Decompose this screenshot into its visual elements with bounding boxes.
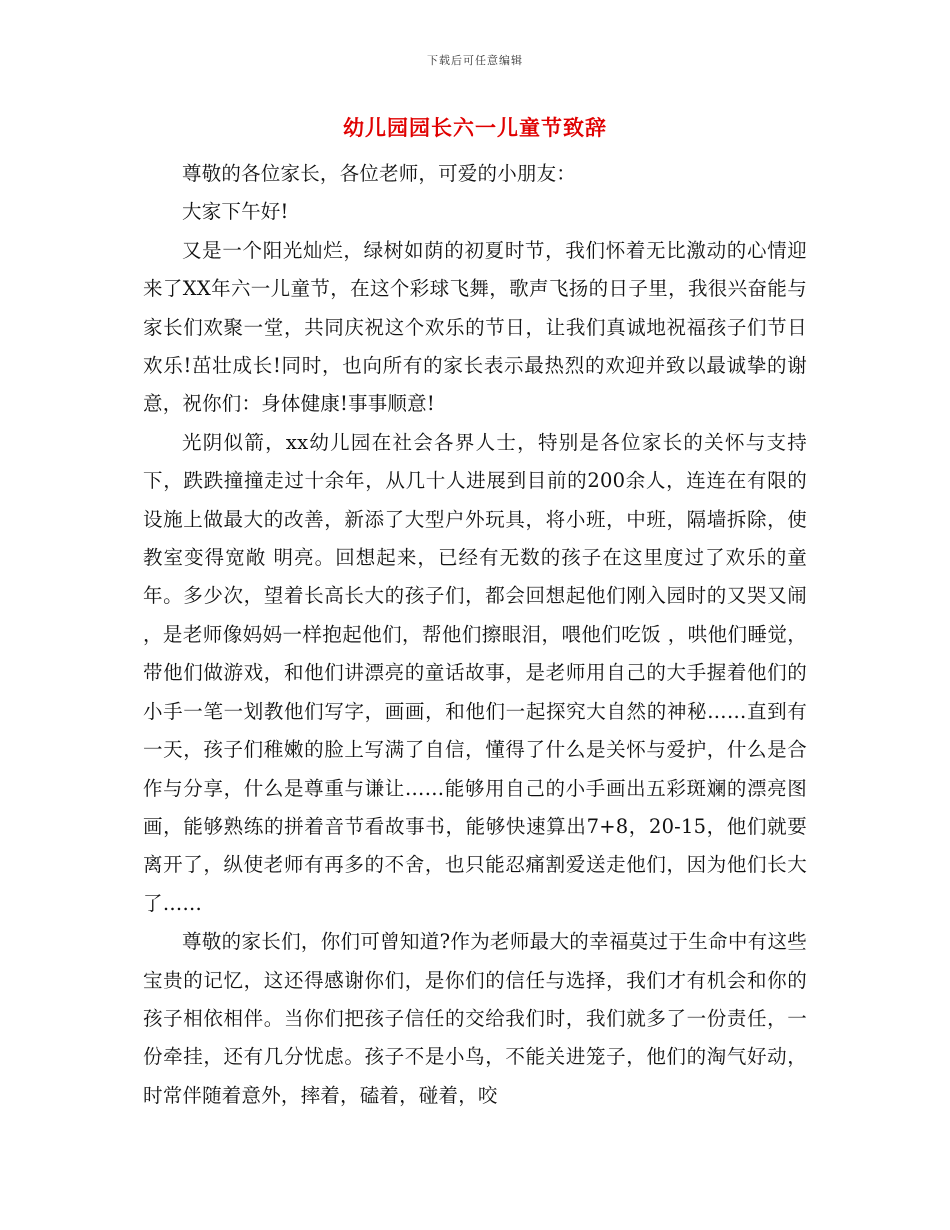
header-note: 下载后可任意编辑 [427,54,523,67]
paragraph-history: 光阴似箭，xx幼儿园在社会各界人士，特别是各位家长的关怀与支持下，跌跌撞撞走过十余年，从几十人进展到目前的200余人，连连在有限的设施上做最大的改善，新添了大型户外玩具，将小班，中班，隔墙拆除，使教室变得宽敞 明亮。回想起来，已经有无数的孩子在这里度过了欢乐的童年。多少次，望着长高长大的孩子们，都会回想起他们刚入园时的又哭又闹 ，是老师像妈妈一样抱起他们，帮他们擦眼泪，喂他们吃饭 ，哄他们睡觉，带他们做游戏，和他们讲漂亮的童话故事，是老师用自己的大手握着他们的小手一笔一划教他们写字，画画，和他们一起探究大自然的神秘……直到有一天，孩子们稚嫩的脸上写满了自信，懂得了什么是关怀与爱护，什么是合作与分享，什么是尊重与谦让……能够用自己的小手画出五彩斑斓的漂亮图画，能够熟练的拼着音节看故事书，能够快速算出7+8，20-15，他们就要离开了，纵使老师有再多的不舍，也只能忍痛割爱送走他们，因为他们长大了…… [143,430,807,915]
paragraph-greeting: 尊敬的各位家长，各位老师，可爱的小朋友： [182,162,577,185]
document-title: 幼儿园园长六一儿童节致辞 [343,115,607,140]
paragraph-gratitude: 尊敬的家长们，你们可曾知道?作为老师最大的幸福莫过于生命中有这些宝贵的记忆，这还得感谢你们，是你们的信任与选择，我们才有机会和你的孩子相依相伴。当你们把孩子信任的交给我们时，我们就多了一份责任，一份牵挂，还有几分忧虑。孩子不是小鸟，不能关进笼子，他们的淘气好动，时常伴随着意外，摔着，磕着，碰着，咬 [143,930,807,1107]
paragraph-salutation: 大家下午好! [182,200,289,224]
paragraph-opening: 又是一个阳光灿烂，绿树如荫的初夏时节，我们怀着无比激动的心情迎来了XX年六一儿童节，在这个彩球飞舞，歌声飞扬的日子里，我很兴奋能与家长们欢聚一堂，共同庆祝这个欢乐的节日，让我们真诚地祝福孩子们节日欢乐!茁壮成长!同时，也向所有的家长表示最热烈的欢迎并致以最诚挚的谢意，祝你们：身体健康!事事顺意! [143,238,807,416]
document-body [143,155,807,1115]
